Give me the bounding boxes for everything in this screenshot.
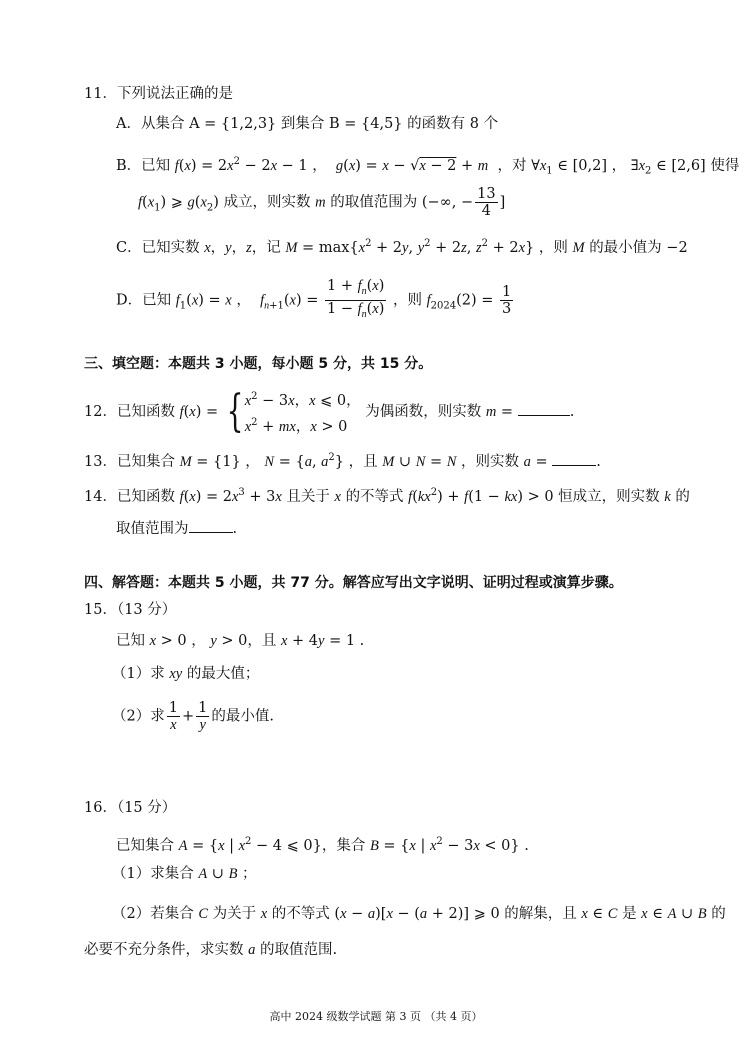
q16-part2-line2: 必要不充分条件，求实数 a 的取值范围. xyxy=(84,942,338,958)
q13-answer-blank[interactable] xyxy=(552,451,596,466)
q15-head: 15．（13 分） xyxy=(84,602,177,618)
q11-option-d: D．已知 $f_1(x) = x$ ， $f_{n+1}(x)$ = $\frac{1 + f_n(x)}{1 - f_n(x)}$ ，则 $f_{2024}(2)$ = $\frac{1}{3}$ xyxy=(116,278,512,320)
q16-part2-line1: （2）若集合 C 为关于 x 的不等式 (x − a)[x − (a + 2)] ⩾ 0 的解集，且 x ∈ C 是 x ∈ A ∪ B 的 xyxy=(112,906,726,922)
q15-part1: （1）求 xy 的最大值； xyxy=(112,666,260,682)
q14-line2: 取值范围为 . xyxy=(116,518,237,539)
q11-option-c: C．已知实数 x，y，z，记 $M = \max\{x^2 + 2y$, $y^2 + 2z$, $z^2 + 2x$} ，则 M 的最小值为 −2 xyxy=(116,238,688,256)
q12: 12．已知函数 f(x) = { $x^2 - 3x$，x ⩽ 0， $x^2$ + mx，x > 0 为偶函数，则实数 m = . xyxy=(84,385,575,437)
q16-given: 已知集合 A = {x | $x^2 - 4$ ⩽ 0}，集合 B = {x | $x^2 - 3x < 0$} . xyxy=(116,836,529,854)
q13: 13．已知集合 M = {1} ， N = {a, $a^2$} ，且 M ∪ N = N ，则实数 a = . xyxy=(84,452,601,470)
page-footer: 高中 2024 级数学试题 第 3 页 （共 4 页） xyxy=(269,1010,483,1023)
q12-answer-blank[interactable] xyxy=(518,401,570,416)
q15-part2: （2）求 $\frac{1}{x}$ + $\frac{1}{y}$ 的最小值. xyxy=(112,700,274,733)
q16-head: 16．（15 分） xyxy=(84,800,177,816)
q11-option-b-line2: $f(x_1)$ ⩾ $g(x_2)$ 成立，则实数 m 的取值范围为 (−∞, − $\frac{13}{4}$ ] xyxy=(138,186,506,219)
q11-stem: 11．下列说法正确的是 xyxy=(84,86,233,102)
q11-option-a: A．从集合 A = {1,2,3} 到集合 B = {4,5} 的函数有 8 个 xyxy=(116,116,499,132)
q11-option-b-line1: B．已知 $f(x) = 2x^2 - 2x - 1$ ， g(x) = x − √x − 2 + m ，对 $\forall x_1$ ∈ [0,2] ， $\exists x_2$ ∈ [2,6] 使得 xyxy=(116,156,740,177)
q14-line1: 14．已知函数 $f(x) = 2x^3 + 3x$ 且关于 x 的不等式 $f(kx^2) + f(1 - kx) > 0$ 恒成立，则实数 k 的 xyxy=(84,487,690,505)
q14-answer-blank[interactable] xyxy=(189,518,233,533)
section3-heading: 三、填空题：本题共 3 小题，每小题 5 分，共 15 分。 xyxy=(84,356,433,372)
q16-part1: （1）求集合 A ∪ B ； xyxy=(112,866,257,882)
q15-given: 已知 x > 0 ， y > 0，且 x + 4y = 1 . xyxy=(116,633,365,649)
section4-heading: 四、解答题：本题共 5 小题，共 77 分。解答应写出文字说明、证明过程或演算步骤。 xyxy=(84,575,623,591)
